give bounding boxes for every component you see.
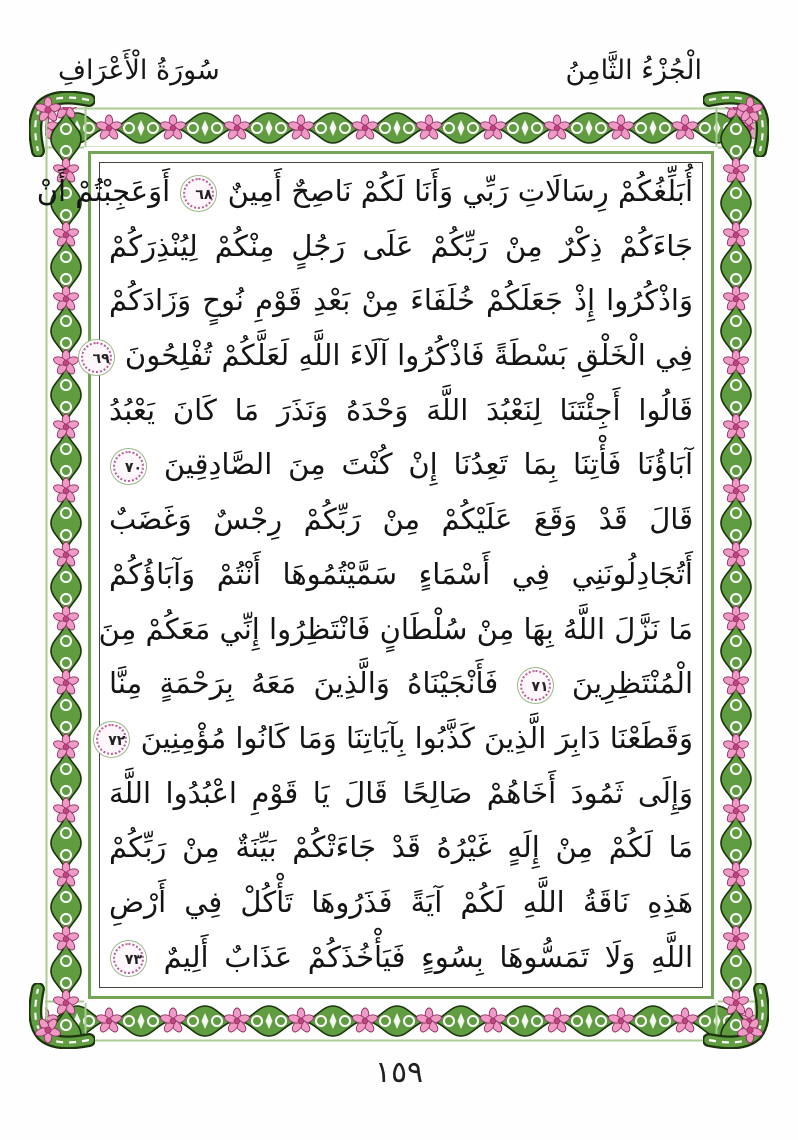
quran-line xyxy=(109,930,693,985)
ayah-text: فَأَنْجَيْنَاهُ وَالَّذِينَ مَعَهُ بِرَحْمَةٍ مِنَّا xyxy=(109,666,499,701)
quran-line xyxy=(98,602,693,657)
page-number: ١٥٩ xyxy=(374,1055,424,1090)
quran-line xyxy=(109,219,693,274)
quran-line xyxy=(109,820,693,875)
ayah-number-medallion: ٦٨ xyxy=(183,178,214,209)
ayah-text: وَإِلَى ثَمُودَ أَخَاهُمْ صَالِحًا قَالَ يَا قَوْمِ اعْبُدُوا اللَّهَ xyxy=(109,775,693,810)
quran-line xyxy=(109,875,693,930)
juz-title: الْجُزْءُ الثَّامِنُ xyxy=(565,54,702,86)
quran-line xyxy=(36,164,693,219)
ayah-number-medallion: ٦٩ xyxy=(81,342,112,373)
quran-line xyxy=(109,492,693,547)
ayah-text: أَتُجَادِلُونَنِي فِي أَسْمَاءٍ سَمَّيْتُمُوهَا أَنْتُمْ وَآبَاؤُكُمْ xyxy=(109,556,693,591)
quran-line xyxy=(109,711,693,766)
corner-flower-icon xyxy=(29,983,95,1049)
ayah-number-medallion: ٧٣ xyxy=(113,943,144,974)
ayah-text: مَا لَكُمْ مِنْ إِلَهٍ غَيْرُهُ قَدْ جَاءَتْكُمْ بَيِّنَةٌ مِنْ رَبِّكُمْ xyxy=(109,830,693,865)
border-ornament-bottom xyxy=(45,1000,757,1042)
ayah-text: وَقَطَعْنَا دَابِرَ الَّذِينَ كَذَّبُوا بِآيَاتِنَا وَمَا كَانُوا مُؤْمِنِينَ xyxy=(140,720,693,755)
quran-line xyxy=(92,328,693,383)
ayah-text: أَوَعَجِبْتُمْ أَنْ xyxy=(36,174,171,208)
quran-line xyxy=(109,383,693,438)
border-ornament-top xyxy=(45,107,757,149)
ayah-text: جَاءَكُمْ ذِكْرٌ مِنْ رَبِّكُمْ عَلَى رَجُلٍ مِنْكُمْ لِيُنْذِرَكُمْ xyxy=(109,228,693,263)
ayah-text: هَذِهِ نَاقَةُ اللَّهِ لَكُمْ آيَةً فَذَرُوهَا تَأْكُلْ فِي أَرْضِ xyxy=(109,884,693,919)
ayah-text: قَالَ قَدْ وَقَعَ عَلَيْكُمْ مِنْ رَبِّكُمْ رِجْسٌ وَغَضَبٌ xyxy=(109,502,693,537)
ayah-text: الْمُنْتَظِرِينَ xyxy=(571,666,694,701)
ayah-text: مَا نَزَّلَ اللَّهُ بِهَا مِنْ سُلْطَانٍ فَانْتَظِرُوا إِنِّي مَعَكُمْ مِنَ xyxy=(98,611,693,646)
ayah-text: آبَاؤُنَا فَأْتِنَا بِمَا تَعِدُنَا إِنْ كُنْتَ مِنَ الصَّادِقِينَ xyxy=(163,447,694,482)
ayah-text: وَاذْكُرُوا إِذْ جَعَلَكُمْ خُلَفَاءَ مِنْ بَعْدِ قَوْمِ نُوحٍ وَزَادَكُمْ xyxy=(109,283,693,318)
corner-flower-icon xyxy=(703,91,769,157)
border-ornament-left xyxy=(45,107,87,1042)
ayah-text: قَالُوا أَجِئْتَنَا لِنَعْبُدَ اللَّهَ وَحْدَهُ وَنَذَرَ مَا كَانَ يَعْبُدُ xyxy=(109,392,693,427)
quran-text-panel xyxy=(36,162,703,988)
border-ornament-right xyxy=(715,107,757,1042)
ayah-text: فِي الْخَلْقِ بَسْطَةً فَاذْكُرُوا آلَاءَ اللَّهِ لَعَلَّكُمْ تُفْلِحُونَ xyxy=(124,338,693,373)
corner-flower-icon xyxy=(703,983,769,1049)
ayah-number-medallion: ٧٠ xyxy=(113,451,144,482)
quran-line xyxy=(109,656,693,711)
ayah-number-medallion: ٧٢ xyxy=(96,724,127,755)
quran-line xyxy=(109,437,693,492)
quran-text xyxy=(36,164,694,984)
ayah-number-medallion: ٧١ xyxy=(520,670,551,701)
surah-title: سُورَةُ الْأَعْرَافِ xyxy=(58,54,220,86)
quran-line xyxy=(109,766,693,821)
quran-line xyxy=(109,273,693,328)
corner-flower-icon xyxy=(29,91,95,157)
quran-line xyxy=(109,547,693,602)
ayah-text: أُبَلِّغُكُمْ رِسَالَاتِ رَبِّي وَأَنَا لَكُمْ نَاصِحٌ أَمِينٌ xyxy=(227,174,693,208)
page-header xyxy=(0,42,798,98)
ayah-text: اللَّهِ وَلَا تَمَسُّوهَا بِسُوءٍ فَيَأْخُذَكُمْ عَذَابٌ أَلِيمٌ xyxy=(163,939,694,974)
